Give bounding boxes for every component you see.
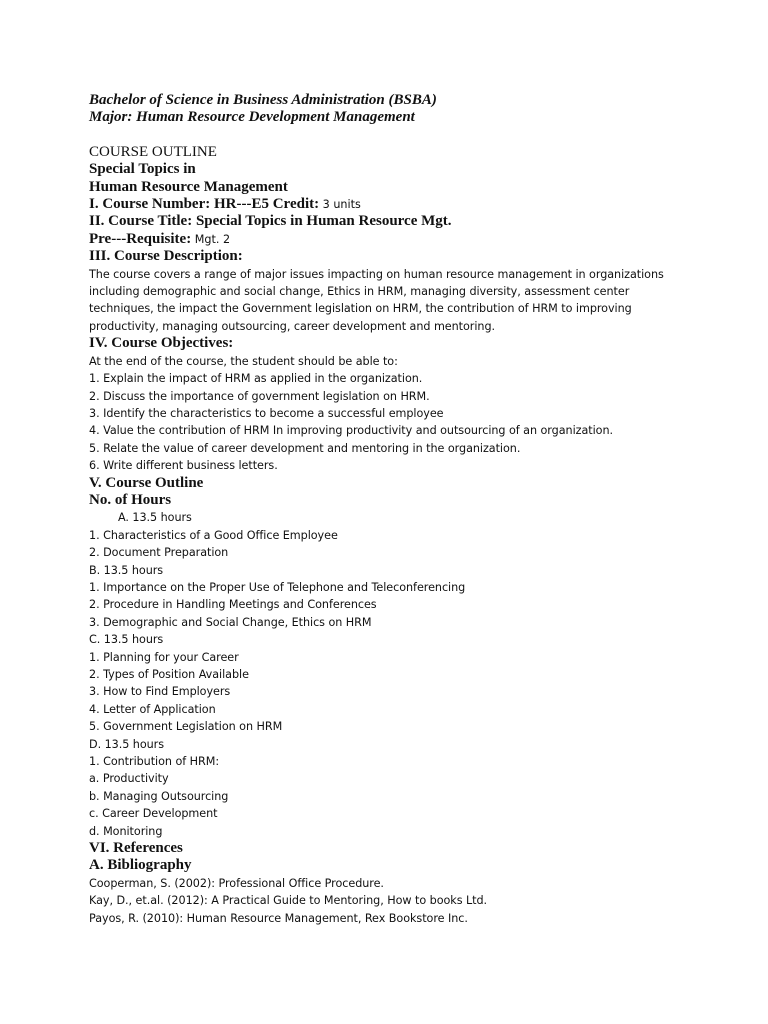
prerequisite-value: Mgt. 2 (191, 232, 231, 246)
outline-item: 2. Procedure in Handling Meetings and Conferences (89, 598, 377, 612)
outline-item: 4. Letter of Application (89, 702, 216, 716)
section-b-hours: B. 13.5 hours (89, 563, 164, 577)
bibliography-entry: Cooperman, S. (2002): Professional Office Procedure. (89, 876, 384, 890)
outline-item: 2. Types of Position Available (89, 668, 249, 681)
course-title: II. Course Title: Special Topics in Human Resource Mgt. (89, 213, 452, 230)
outline-item: 1. Planning for your Career (89, 650, 239, 664)
outline-item: d. Monitoring (89, 824, 163, 838)
outline-heading: V. Course Outline (89, 474, 204, 491)
course-number-label: I. Course Number: HR---E5 Credit: (89, 196, 320, 213)
outline-item: 1. Contribution of HRM: (89, 755, 220, 769)
objective-item: 3. Identify the characteristics to become a successful employee (89, 406, 444, 420)
spacer (89, 127, 709, 144)
outline-item: 2. Document Preparation (89, 546, 229, 560)
objective-item: 5. Relate the value of career development and mentoring in the organization. (89, 441, 521, 455)
bibliography-entry: Payos, R. (2010): Human Resource Management, Rex Bookstore Inc. (89, 911, 468, 925)
section-d-hours: D. 13.5 hours (89, 737, 164, 751)
objective-item: 1. Explain the impact of HRM as applied in the organization. (89, 372, 423, 386)
document-page (89, 92, 709, 927)
outline-item: a. Productivity (89, 772, 169, 786)
course-credit-value: 3 units (319, 198, 361, 212)
outline-item: 3. Demographic and Social Change, Ethics on HRM (89, 615, 372, 629)
objectives-intro: At the end of the course, the student should be able to: (89, 354, 398, 368)
bibliography-entry: Kay, D., et.al. (2012): A Practical Guide to Mentoring, How to books Ltd. (89, 894, 488, 908)
major-title: Major: Human Resource Development Management (89, 109, 415, 126)
outline-item: c. Career Development (89, 807, 218, 821)
section-a-hours: A. 13.5 hours (118, 511, 192, 525)
topic-line-1: Special Topics in (89, 161, 196, 178)
description-line: techniques, the impact the Government legislation on HRM, the contribution of HRM to improving (89, 302, 632, 316)
objectives-heading: IV. Course Objectives: (89, 335, 234, 352)
prerequisite-label: Pre---Requisite: (89, 230, 192, 247)
bibliography-heading: A. Bibliography (89, 857, 192, 874)
course-number (89, 196, 709, 213)
prerequisite (89, 231, 709, 248)
objective-item: 2. Discuss the importance of government legislation on HRM. (89, 389, 430, 403)
outline-item: 5. Government Legislation on HRM (89, 720, 283, 734)
hours-heading: No. of Hours (89, 491, 172, 508)
outline-title: COURSE OUTLINE (89, 143, 217, 160)
topic-line-2: Human Resource Management (89, 178, 288, 195)
outline-item: b. Managing Outsourcing (89, 789, 229, 803)
description-line: including demographic and social change, Ethics in HRM, managing diversity, assessment center (89, 285, 630, 299)
objective-item: 6. Write different business letters. (89, 459, 278, 473)
description-line: The course covers a range of major issues impacting on human resource management in organizations (89, 267, 664, 281)
description-heading: III. Course Description: (89, 248, 243, 265)
section-c-hours: C. 13.5 hours (89, 633, 164, 647)
program-title: Bachelor of Science in Business Administration (BSBA) (89, 92, 437, 108)
description-line: productivity, managing outsourcing, career development and mentoring. (89, 319, 495, 333)
references-heading: VI. References (89, 840, 183, 857)
outline-item: 3. How to Find Employers (89, 685, 231, 699)
outline-item: 1. Characteristics of a Good Office Employee (89, 528, 338, 542)
outline-item: 1. Importance on the Proper Use of Telephone and Teleconferencing (89, 580, 466, 594)
objective-item: 4. Value the contribution of HRM In improving productivity and outsourcing of an organization. (89, 424, 613, 438)
